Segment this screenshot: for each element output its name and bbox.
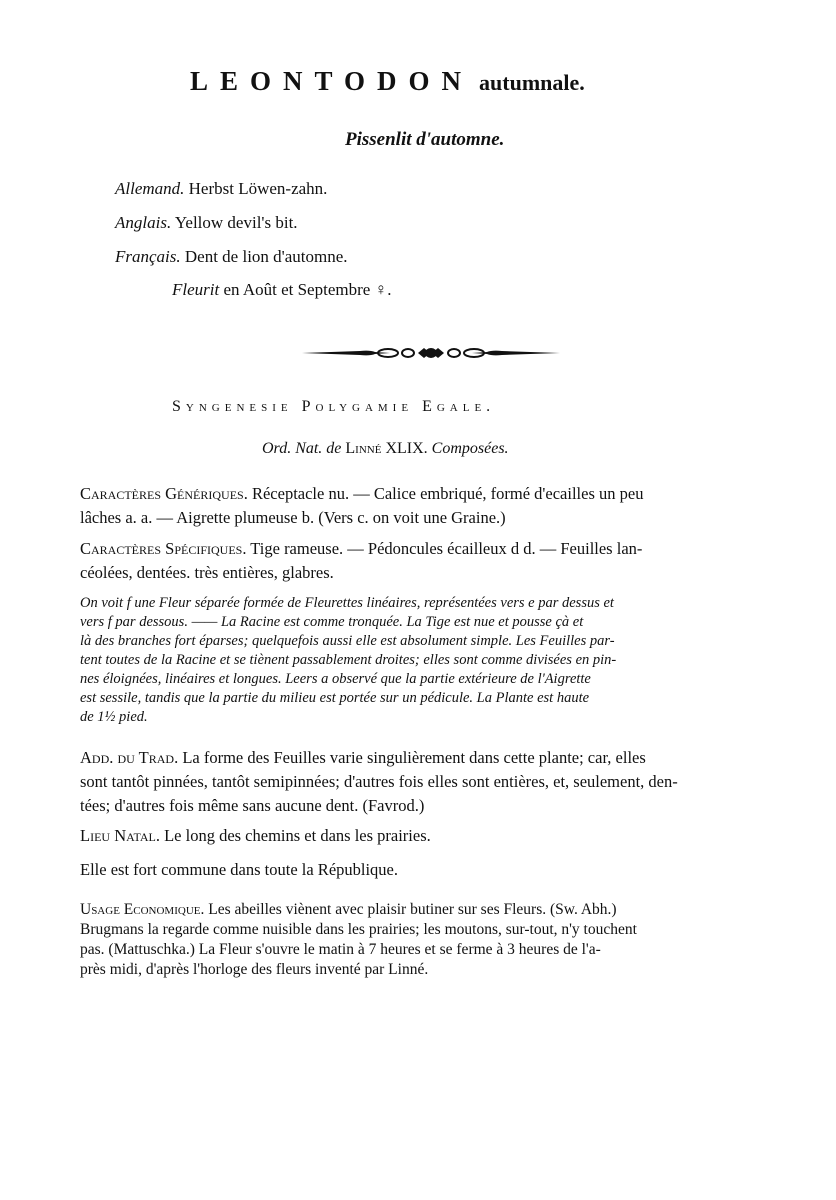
- vernacular-name-german: [115, 172, 348, 206]
- line-text: Le long des chemins et dans les prairies.: [164, 826, 431, 845]
- common-name: Pissenlit d'automne.: [345, 129, 505, 150]
- section-label: Caractères Spécifiques.: [80, 539, 247, 558]
- generic-characters-paragraph: [80, 482, 780, 530]
- class-heading: Syngenesie Polygamie Egale.: [172, 398, 496, 415]
- paragraph-line: sont tantôt pinnées, tantôt semipinnées; d'autres fois elles sont entières, et, seulement, den-: [80, 772, 678, 791]
- paragraph-line: [80, 482, 780, 506]
- section-label: Usage Economique.: [80, 901, 205, 918]
- paragraph-line: de 1½ pied.: [80, 709, 148, 725]
- paragraph-line: [80, 537, 780, 561]
- paragraph-line: [80, 824, 780, 848]
- language-label: Allemand.: [115, 179, 185, 198]
- paragraph-line: On voit f une Fleur séparée formée de Fleurettes linéaires, représentées vers e par dessus et: [80, 595, 614, 611]
- paragraph-line: pas. (Mattuschka.) La Fleur s'ouvre le matin à 7 heures et se ferme à 3 heures de l'a-: [80, 941, 601, 958]
- species-name: autumnale.: [479, 70, 585, 95]
- vernacular-names-list: [115, 172, 348, 274]
- section-label: Caractères Génériques.: [80, 484, 248, 503]
- section-label: Lieu Natal.: [80, 826, 160, 845]
- vernacular-name: Herbst Löwen-zahn.: [188, 179, 328, 198]
- genus-name: LEONTODON: [190, 66, 474, 96]
- order-author: Linné: [345, 440, 382, 457]
- paragraph-line: Elle est fort commune dans toute la République.: [80, 860, 399, 879]
- line-text: La forme des Feuilles varie singulièrement dans cette plante; car, elles: [182, 748, 646, 767]
- paragraph-line: lâches a. a. — Aigrette plumeuse b. (Vers c. on voit une Graine.): [80, 508, 506, 527]
- order-prefix: Ord. Nat. de: [262, 440, 342, 457]
- paragraph-line: nes éloignées, linéaires et longues. Leers a observé que la partie extérieure de l'Aigrette: [80, 671, 591, 687]
- flowering-label: Fleurit: [172, 280, 220, 299]
- language-label: Anglais.: [115, 213, 172, 232]
- paragraph-line: tent toutes de la Racine et se tiènent passablement droites; elles sont comme divisées en pin-: [80, 652, 617, 668]
- vernacular-name-english: [115, 206, 348, 240]
- natural-order: [262, 440, 509, 458]
- section-label: Add. du Trad.: [80, 748, 179, 767]
- paragraph-line: près midi, d'après l'horloge des fleurs inventé par Linné.: [80, 961, 429, 978]
- description-paragraph: [80, 594, 780, 727]
- paragraph-line: vers f par dessous. —— La Racine est comme tronquée. La Tige est nue et pousse çà et: [80, 614, 584, 630]
- vernacular-name: Dent de lion d'automne.: [184, 247, 348, 266]
- ornament-divider: [300, 342, 562, 364]
- economic-use-paragraph: [80, 900, 780, 980]
- paragraph-line: Brugmans la regarde comme nuisible dans les prairies; les moutons, sur-tout, n'y touchent: [80, 921, 637, 938]
- line-text: Les abeilles viènent avec plaisir butiner sur ses Fleurs. (Sw. Abh.): [208, 901, 617, 918]
- order-number: XLIX.: [385, 440, 428, 457]
- translator-note-paragraph: [80, 746, 780, 818]
- flowering-period: [172, 280, 392, 300]
- paragraph-line: là des branches fort éparses; quelquefois aussi elle est absolument simple. Les Feuilles par-: [80, 633, 615, 649]
- habitat-paragraph: [80, 824, 780, 848]
- paragraph-line: tées; d'autres fois même sans aucune dent. (Favrod.): [80, 796, 425, 815]
- vernacular-name-french: [115, 240, 348, 274]
- language-label: Français.: [115, 247, 181, 266]
- line-text: Réceptacle nu. — Calice embriqué, formé d'ecailles un peu: [251, 484, 644, 503]
- line-text: Tige rameuse. — Pédoncules écailleux d d. — Feuilles lan-: [250, 539, 643, 558]
- order-family: Composées.: [431, 440, 509, 457]
- paragraph-line: céolées, dentées. très entières, glabres.: [80, 563, 334, 582]
- vernacular-name: Yellow devil's bit.: [174, 213, 298, 232]
- paragraph-line: [80, 746, 780, 770]
- perennial-symbol: ♀.: [374, 280, 392, 299]
- paragraph-line: est sessile, tandis que la partie du milieu est portée sur un pédicule. La Plante est haute: [80, 690, 590, 706]
- flowering-text: en Août et Septembre: [223, 280, 371, 299]
- paragraph-line: [80, 900, 780, 920]
- page-title: [190, 66, 585, 97]
- distribution-paragraph: [80, 858, 780, 882]
- specific-characters-paragraph: [80, 537, 780, 585]
